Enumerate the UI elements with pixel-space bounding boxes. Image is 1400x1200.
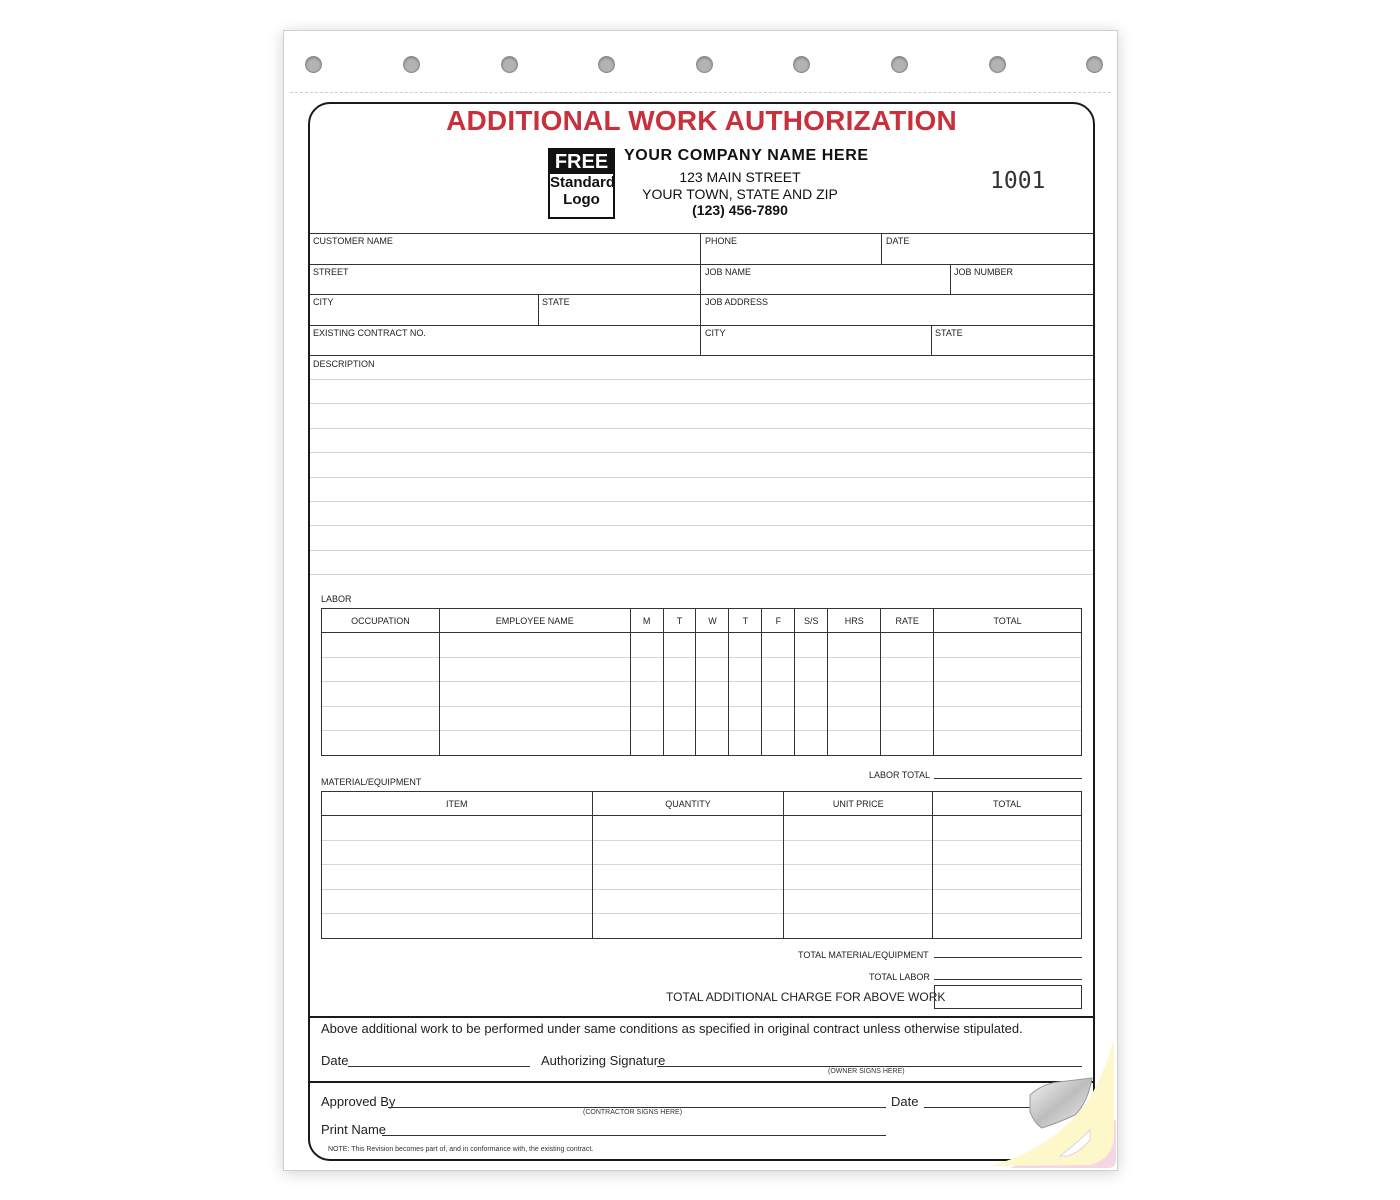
- labor-total-line[interactable]: [934, 768, 1082, 779]
- standard-logo: [548, 148, 615, 219]
- grid-line: [700, 233, 701, 355]
- total-labor-label: TOTAL LABOR: [869, 972, 930, 982]
- grid-line: [310, 294, 1093, 295]
- logo-line2: Logo: [563, 191, 600, 208]
- total-material-label: TOTAL MATERIAL/EQUIPMENT: [798, 950, 929, 960]
- labor-row[interactable]: [322, 731, 1082, 756]
- print-name-label: Print Name: [321, 1122, 387, 1137]
- material-row[interactable]: [322, 889, 1082, 914]
- grid-line: [950, 264, 951, 294]
- labor-col-th: T: [729, 609, 762, 633]
- page-curl-icon: [980, 1040, 1120, 1175]
- material-col-item: ITEM: [322, 792, 593, 816]
- labor-col-employee: EMPLOYEE NAME: [439, 609, 630, 633]
- material-label: MATERIAL/EQUIPMENT: [321, 777, 422, 787]
- logo-free-text: FREE: [550, 150, 613, 174]
- binder-hole: [501, 56, 518, 73]
- binder-hole: [403, 56, 420, 73]
- form-number: 1001: [990, 168, 1046, 194]
- customer-name-field[interactable]: CUSTOMER NAME: [313, 236, 393, 246]
- perforation-line: [290, 92, 1111, 93]
- footer-divider: [310, 1081, 1093, 1083]
- labor-col-rate: RATE: [881, 609, 934, 633]
- contractor-signs-note: (CONTRACTOR SIGNS HERE): [583, 1109, 683, 1116]
- binder-hole: [598, 56, 615, 73]
- grid-line: [310, 325, 1093, 326]
- form-body: [308, 102, 1095, 1161]
- date-line[interactable]: [348, 1054, 530, 1067]
- labor-table: [321, 608, 1082, 756]
- existing-contract-field[interactable]: EXISTING CONTRACT NO.: [313, 328, 426, 338]
- total-additional-box[interactable]: [934, 985, 1082, 1009]
- material-row[interactable]: [322, 840, 1082, 865]
- material-row[interactable]: [322, 914, 1082, 939]
- grid-line: [310, 233, 1093, 234]
- approved-by-line[interactable]: [388, 1095, 886, 1108]
- description-label: DESCRIPTION: [313, 359, 375, 369]
- labor-col-ss: S/S: [795, 609, 828, 633]
- material-row[interactable]: [322, 816, 1082, 841]
- labor-col-t: T: [663, 609, 696, 633]
- labor-col-w: W: [696, 609, 729, 633]
- job-name-field[interactable]: JOB NAME: [705, 267, 752, 277]
- binder-hole: [891, 56, 908, 73]
- binder-hole: [696, 56, 713, 73]
- street-field[interactable]: STREET: [313, 267, 349, 277]
- revision-note: NOTE: This Revision becomes part of, and in conformance with, the existing contract.: [328, 1146, 594, 1153]
- form-title: ADDITIONAL WORK AUTHORIZATION: [446, 105, 957, 136]
- form-sheet: [283, 30, 1118, 1171]
- job-address-field[interactable]: JOB ADDRESS: [705, 297, 769, 307]
- footer-divider: [310, 1016, 1093, 1018]
- total-additional-label: TOTAL ADDITIONAL CHARGE FOR ABOVE WORK: [666, 990, 946, 1004]
- labor-header-row: [322, 609, 1082, 633]
- labor-row[interactable]: [322, 657, 1082, 682]
- labor-label: LABOR: [321, 594, 352, 604]
- total-material-line[interactable]: [934, 947, 1082, 958]
- date2-label: Date: [891, 1094, 919, 1109]
- material-table: [321, 791, 1082, 939]
- owner-signs-note: (OWNER SIGNS HERE): [828, 1068, 905, 1075]
- footer-statement: Above additional work to be performed under same conditions as specified in original contract unless otherwise stipulated.: [321, 1021, 1023, 1036]
- labor-total-label: LABOR TOTAL: [869, 770, 931, 780]
- total-labor-line[interactable]: [934, 969, 1082, 980]
- material-col-quantity: QUANTITY: [592, 792, 784, 816]
- state-field[interactable]: STATE: [542, 297, 570, 307]
- material-col-unit-price: UNIT PRICE: [784, 792, 933, 816]
- grid-line: [881, 233, 882, 264]
- job-state-field[interactable]: STATE: [935, 328, 963, 338]
- print-name-line[interactable]: [382, 1123, 886, 1136]
- labor-col-f: F: [762, 609, 795, 633]
- material-row[interactable]: [322, 865, 1082, 890]
- city-field[interactable]: CITY: [313, 297, 334, 307]
- binder-hole: [1086, 56, 1103, 73]
- date-field[interactable]: DATE: [886, 236, 910, 246]
- binder-hole: [989, 56, 1006, 73]
- labor-col-m: M: [630, 609, 663, 633]
- labor-col-hrs: HRS: [828, 609, 881, 633]
- labor-row[interactable]: [322, 706, 1082, 731]
- company-town: YOUR TOWN, STATE AND ZIP: [642, 186, 838, 202]
- labor-col-occupation: OCCUPATION: [322, 609, 440, 633]
- grid-line: [931, 325, 932, 355]
- labor-col-total: TOTAL: [934, 609, 1082, 633]
- auth-signature-label: Authorizing Signature: [541, 1053, 666, 1068]
- company-name: YOUR COMPANY NAME HERE: [624, 147, 869, 164]
- labor-row[interactable]: [322, 682, 1082, 707]
- job-number-field[interactable]: JOB NUMBER: [954, 267, 1014, 277]
- material-header-row: [322, 792, 1082, 816]
- company-phone: (123) 456-7890: [692, 202, 788, 218]
- approved-by-label: Approved By: [321, 1094, 396, 1109]
- company-street: 123 MAIN STREET: [679, 169, 801, 185]
- binder-hole: [793, 56, 810, 73]
- logo-line1: Standard: [550, 174, 616, 191]
- job-city-field[interactable]: CITY: [705, 328, 726, 338]
- date-label: Date: [321, 1053, 349, 1068]
- grid-line: [310, 355, 1093, 356]
- binder-hole: [305, 56, 322, 73]
- phone-field[interactable]: PHONE: [705, 236, 738, 246]
- grid-line: [310, 264, 1093, 265]
- material-col-total: TOTAL: [933, 792, 1082, 816]
- labor-row[interactable]: [322, 633, 1082, 658]
- grid-line: [538, 294, 539, 325]
